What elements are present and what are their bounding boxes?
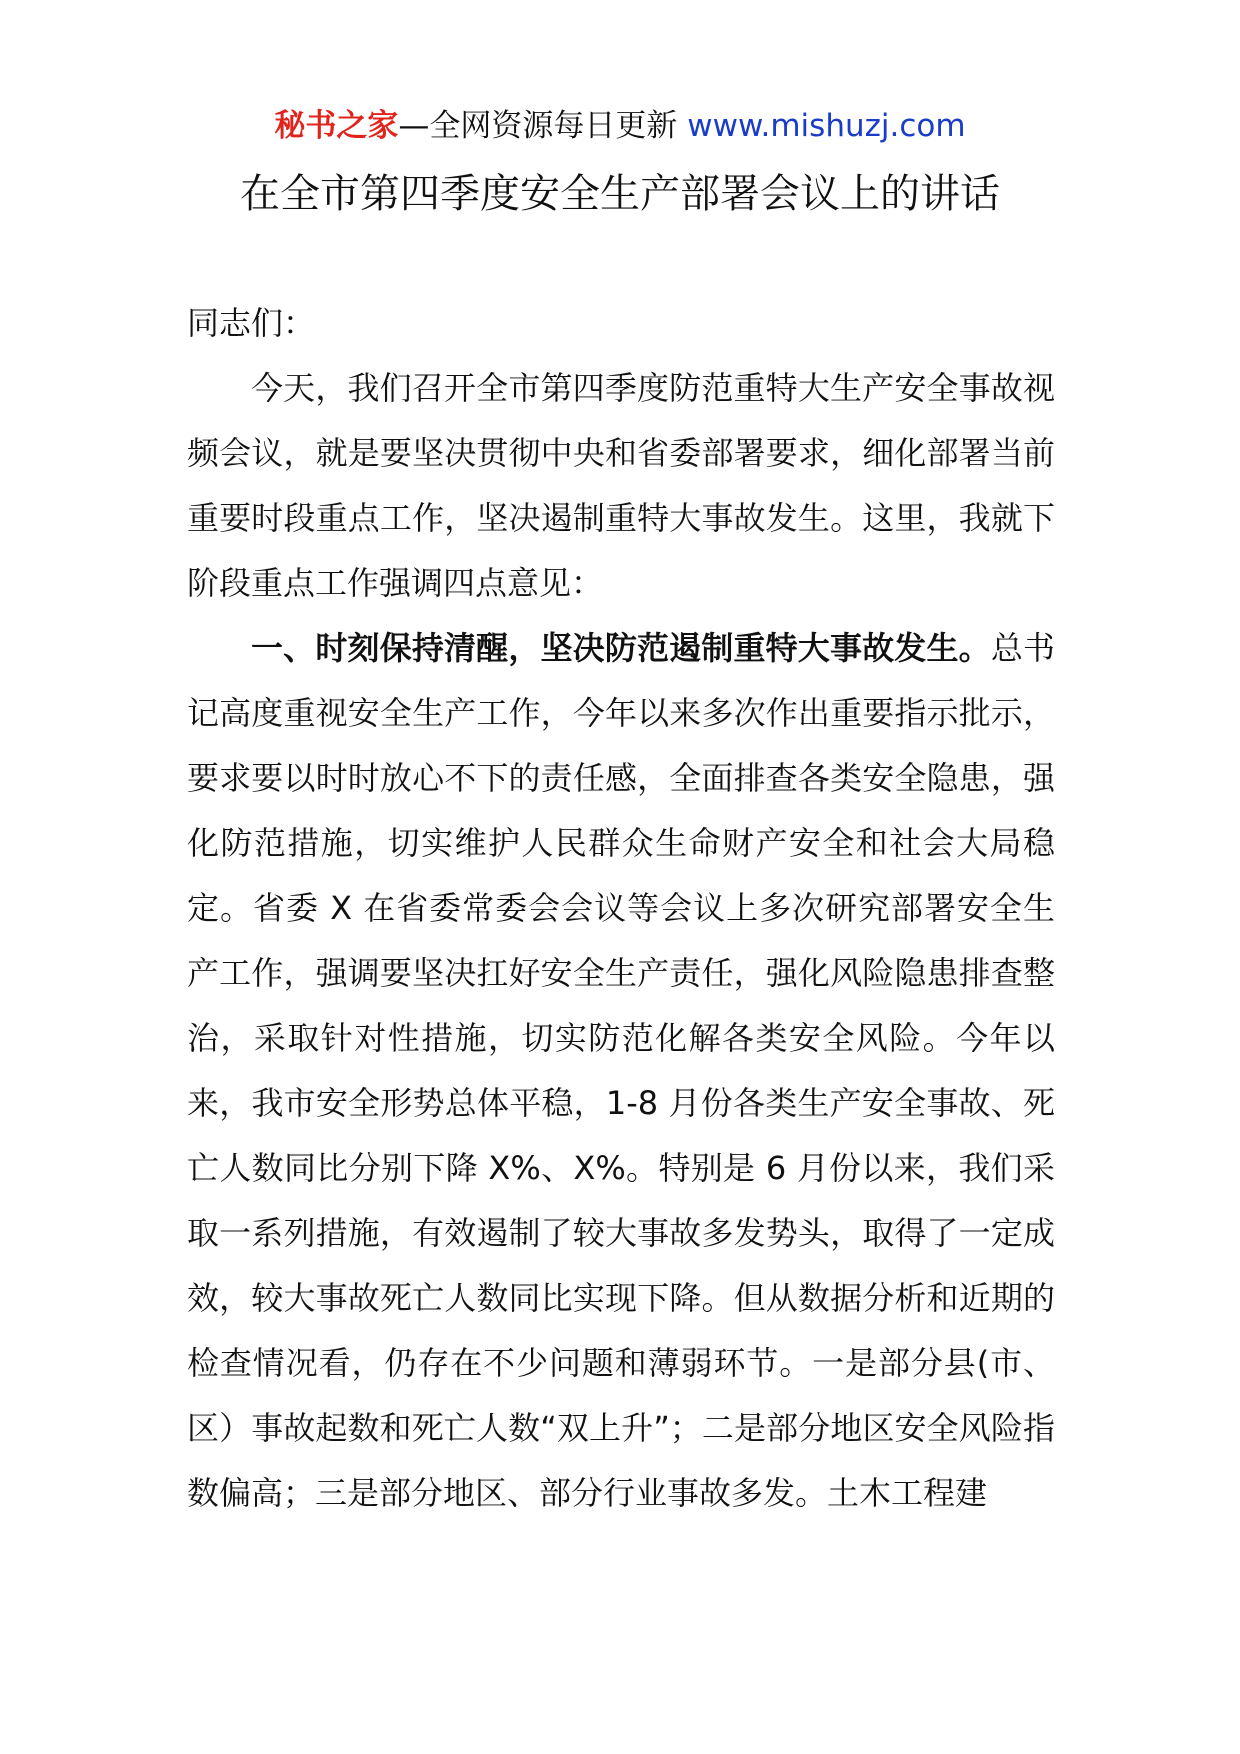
salutation: 同志们： (187, 304, 316, 342)
site-brand: 秘书之家 (274, 108, 399, 144)
site-url-link[interactable]: www.mishuzj.com (687, 108, 966, 144)
document-body (187, 291, 1055, 1526)
site-tagline: —全网资源每日更新 (398, 108, 688, 144)
section-1-heading: 一、时刻保持清醒，坚决防范遏制重特大事故发生。 (251, 629, 991, 667)
paragraph-section-1 (187, 616, 1055, 1526)
document-title: 在全市第四季度安全生产部署会议上的讲话 (240, 171, 1000, 217)
site-header (0, 104, 1240, 148)
paragraph-intro: 今天，我们召开全市第四季度防范重特大生产安全事故视频会议，就是要坚决贯彻中央和省委部署要求，细化部署当前重要时段重点工作，坚决遏制重特大事故发生。这里，我就下阶段重点工作强调四点意见： (187, 369, 1055, 602)
section-1-body: 总书记高度重视安全生产工作，今年以来多次作出重要指示批示，要求要以时时放心不下的责任感，全面排查各类安全隐患，强化防范措施，切实维护人民群众生命财产安全和社会大局稳定。省委 X 在省委常委会会议等会议上多次研究部署安全生产工作，强调要坚决扛好安全生产责任，强化风险隐患排查整治，采取针对性措施，切实防范化解各类安全风险。今年以来，我市安全形势总体平稳，1-8 月份各类生产安全事故、死亡人数同比分别下降 X%、X%。特别是 6 月份以来，我们采取一系列措施，有效遏制了较大事故多发势头，取得了一定成效，较大事故死亡人数同比实现下降。但从数据分析和近期的检查情况看，仍存在不少问题和薄弱环节。一是部分县(市、区）事故起数和死亡人数“双上升”；二是部分地区安全风险指数偏高；三是部分地区、部分行业事故多发。土木工程建 (187, 629, 1055, 1512)
